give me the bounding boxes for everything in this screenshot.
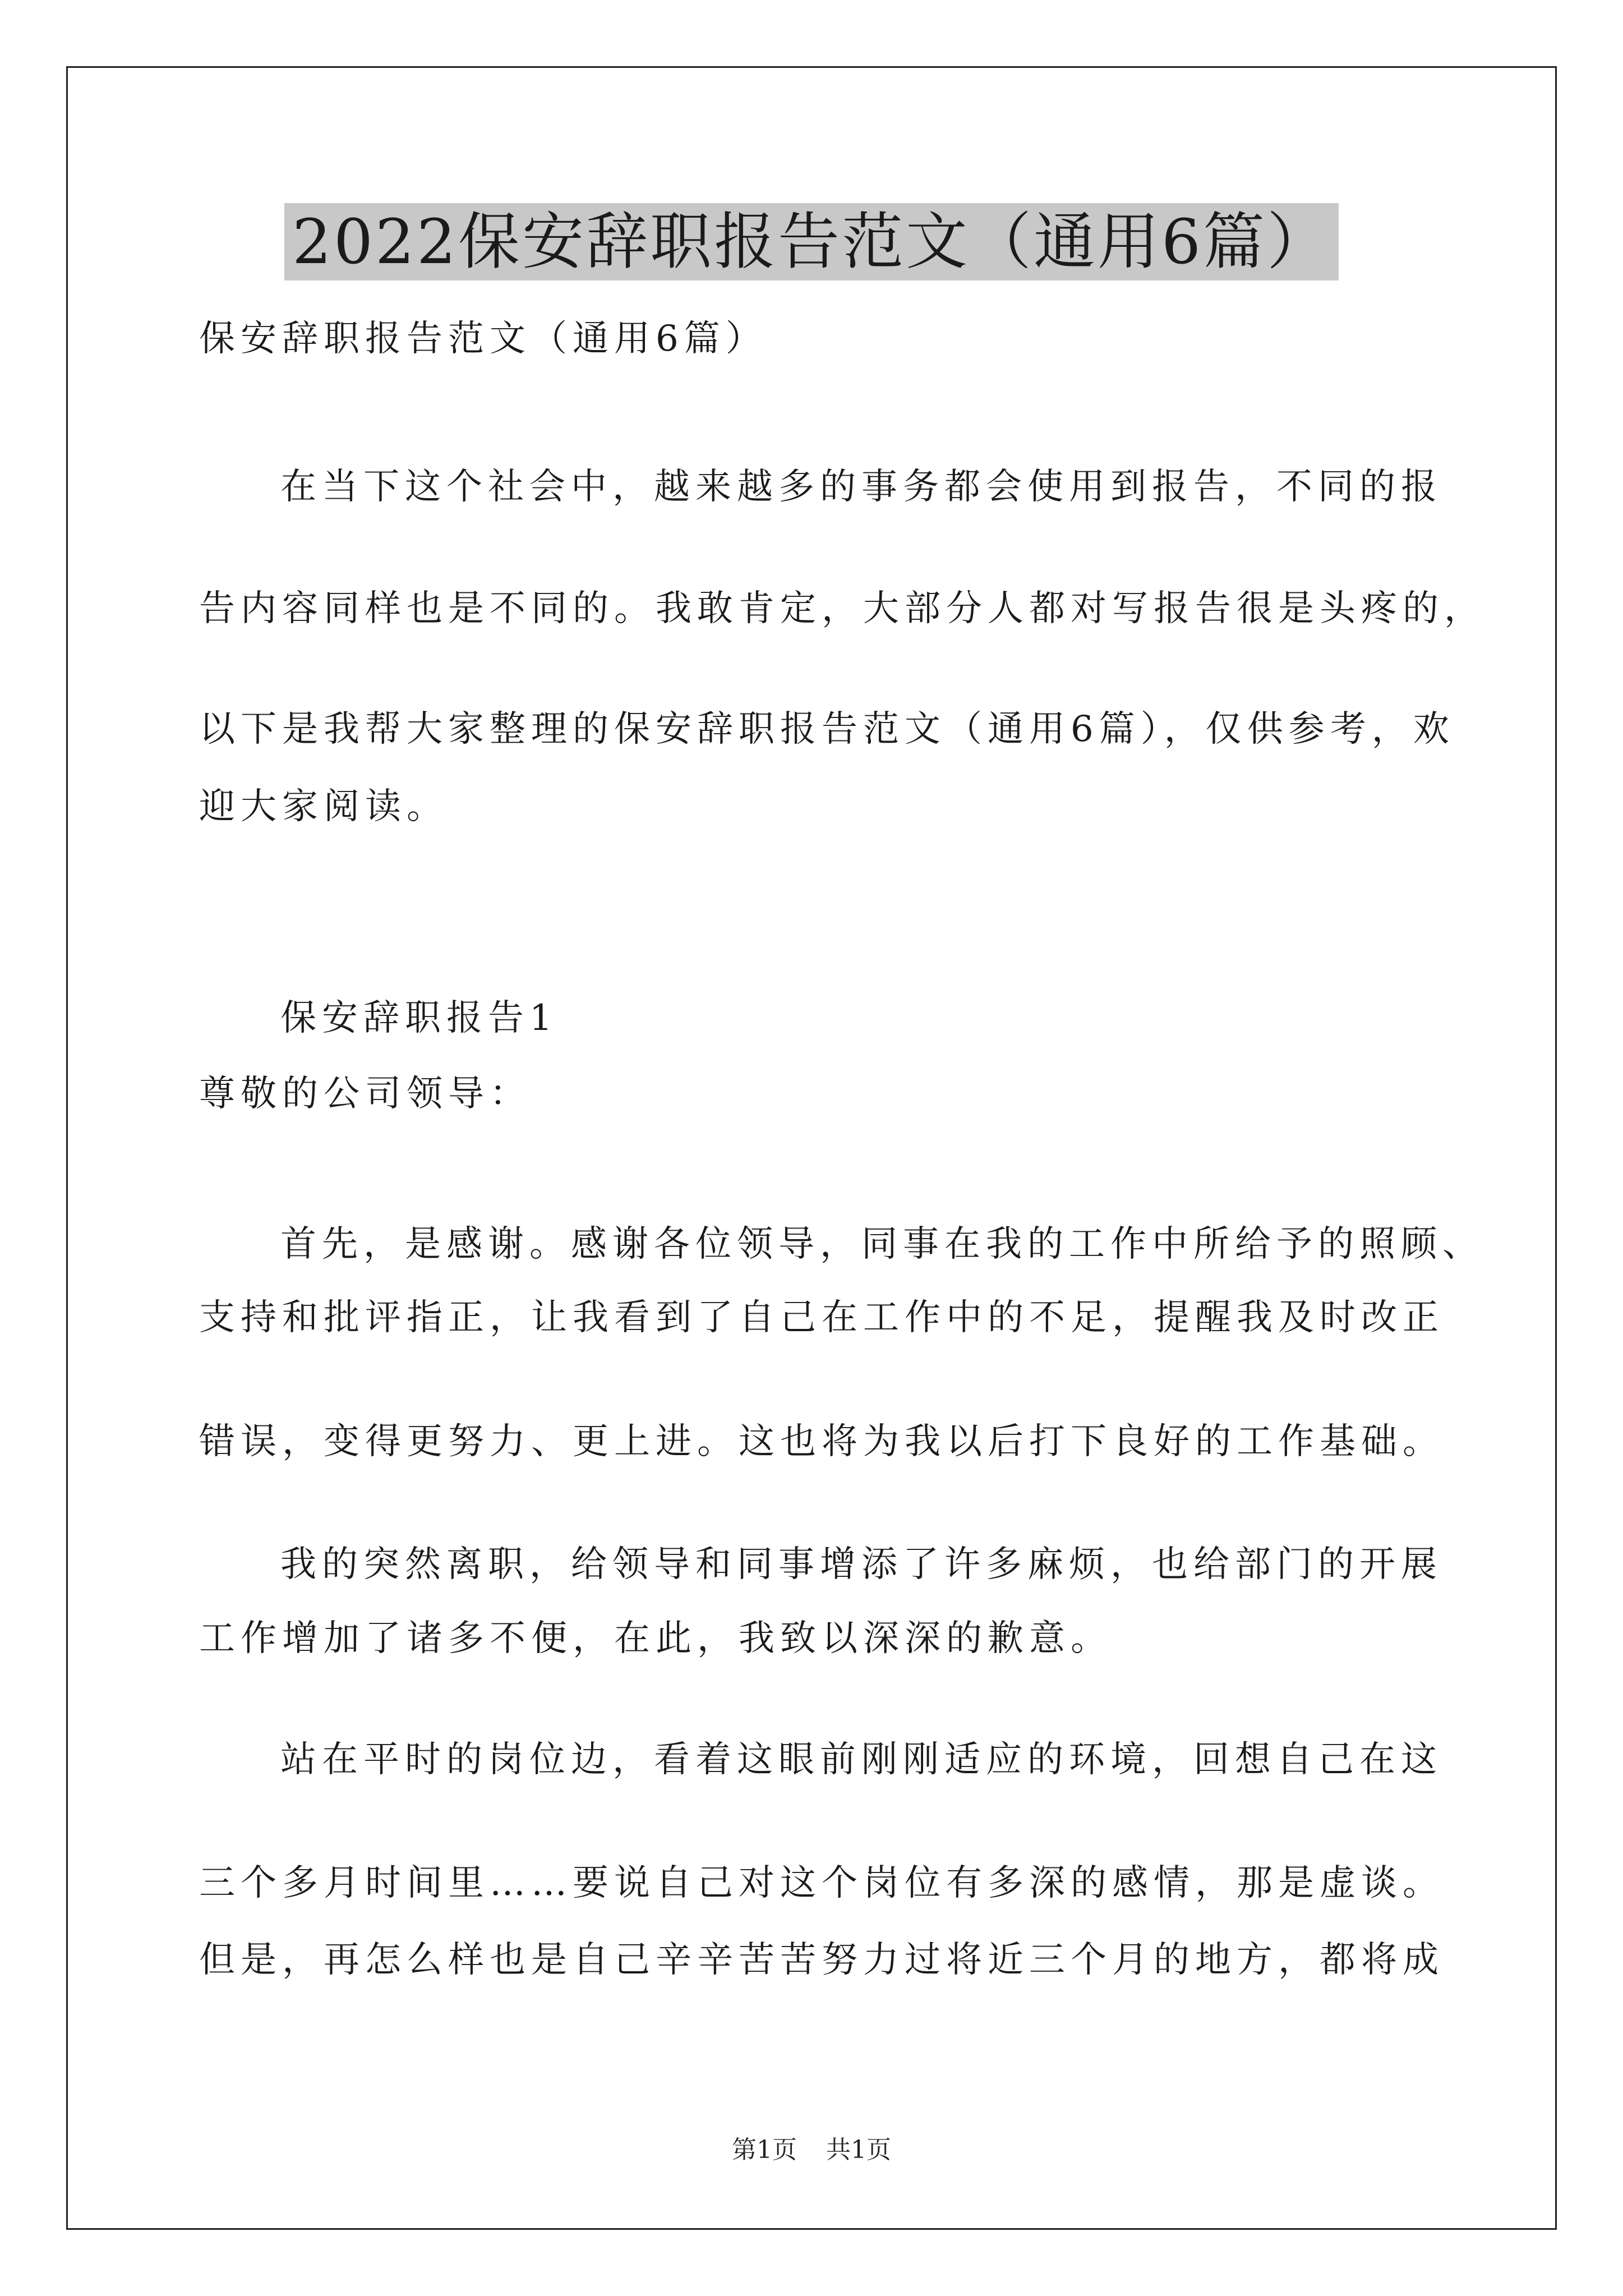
page-border <box>66 66 1557 2230</box>
salutation: 尊敬的公司领导： <box>199 1073 531 1115</box>
intro-line-3: 以下是我帮大家整理的保安辞职报告范文（通用6篇），仅供参考，欢 <box>199 708 1455 750</box>
paragraph3-line-3: 但是，再怎么样也是自己辛辛苦苦努力过将近三个月的地方，都将成 <box>199 1939 1444 1981</box>
intro-line-1: 在当下这个社会中，越来越多的事务都会使用到报告，不同的报 <box>280 466 1442 508</box>
section-heading: 保安辞职报告1 <box>280 997 558 1039</box>
intro-line-4: 迎大家阅读。 <box>199 786 448 827</box>
paragraph1-line-3: 错误，变得更努力、更上进。这也将为我以后打下良好的工作基础。 <box>199 1421 1444 1462</box>
intro-line-2: 告内容同样也是不同的。我敢肯定，大部分人都对写报告很是头疼的， <box>199 588 1486 629</box>
paragraph2-line-1: 我的突然离职，给领导和同事增添了许多麻烦，也给部门的开展 <box>280 1544 1442 1585</box>
page-current: 第1页 <box>732 2136 797 2164</box>
title-container <box>0 203 1623 280</box>
document-title: 2022保安辞职报告范文（通用6篇） <box>284 203 1339 280</box>
paragraph3-line-2: 三个多月时间里……要说自己对这个岗位有多深的感情，那是虚谈。 <box>199 1862 1444 1904</box>
page-footer <box>0 2135 1623 2165</box>
paragraph2-line-2: 工作增加了诸多不便，在此，我致以深深的歉意。 <box>199 1618 1112 1659</box>
paragraph1-line-2: 支持和批评指正，让我看到了自己在工作中的不足，提醒我及时改正 <box>199 1297 1444 1338</box>
document-subtitle: 保安辞职报告范文（通用6篇） <box>199 318 767 360</box>
paragraph1-line-1: 首先，是感谢。感谢各位领导，同事在我的工作中所给予的照顾、 <box>280 1223 1484 1265</box>
page-total: 共1页 <box>826 2136 891 2164</box>
paragraph3-line-1: 站在平时的岗位边，看着这眼前刚刚适应的环境，回想自己在这 <box>280 1739 1442 1780</box>
